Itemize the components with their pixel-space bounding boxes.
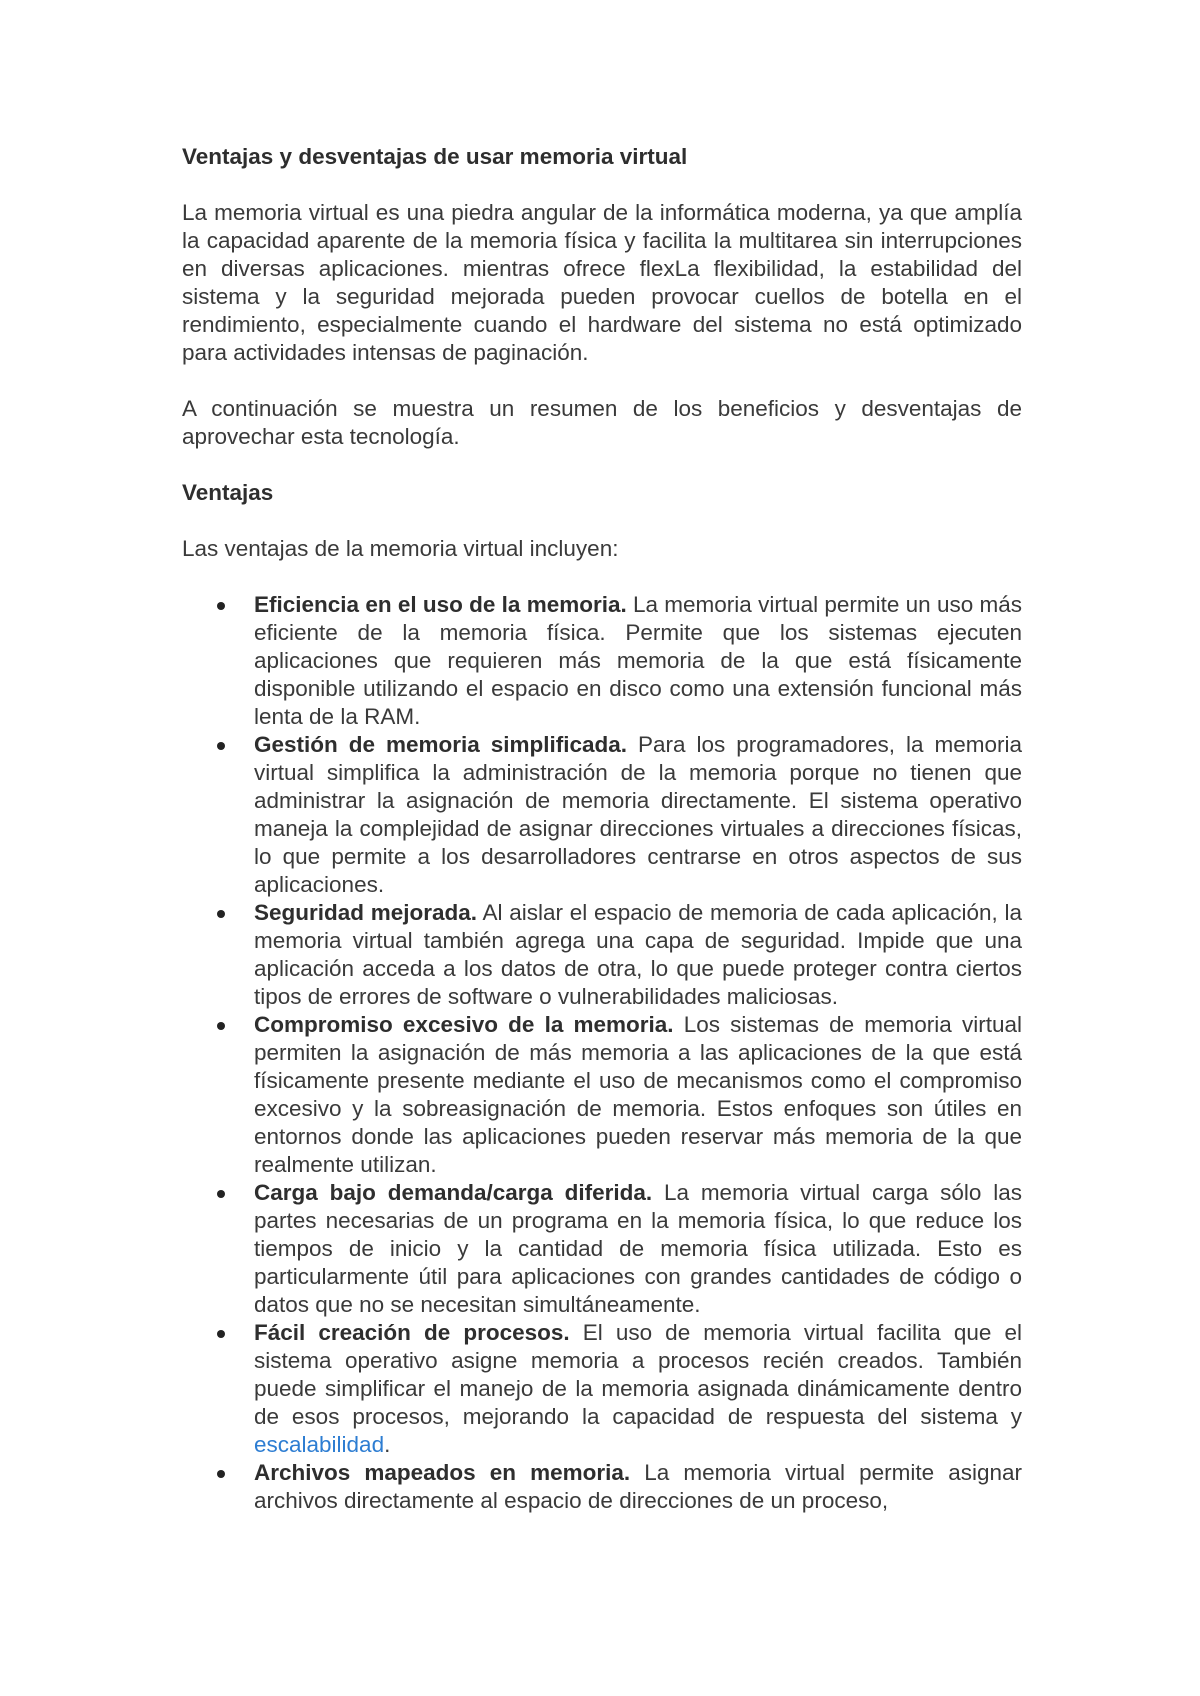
scalability-link[interactable]: escalabilidad — [254, 1432, 385, 1457]
list-item — [254, 1459, 1022, 1515]
list-item-term: Archivos mapeados en memoria. — [254, 1460, 631, 1485]
document-body — [182, 143, 1022, 1515]
list-item-text: Para los programadores, la memoria virtual simplifica la administración de la memoria porque no tienen que administrar la asignación de memoria directamente. El sistema operativo maneja la complejidad de asignar direcciones virtuales a direcciones físicas, lo que permite a los desarrolladores centrarse en otros aspectos de sus aplicaciones. — [254, 732, 1023, 897]
list-item-text: La memoria virtual carga sólo las partes necesarias de un programa en la memoria física, lo que reduce los tiempos de inicio y la cantidad de memoria física utilizada. Esto es particularmente útil para aplicaciones con grandes cantidades de código o datos que no se necesitan simultáneamente. — [254, 1180, 1023, 1317]
advantages-list — [182, 591, 1022, 1515]
document-title: Ventajas y desventajas de usar memoria virtual — [182, 144, 688, 169]
bullet-icon — [217, 1470, 225, 1478]
list-item-term: Carga bajo demanda/carga diferida. — [254, 1180, 653, 1205]
list-item-text: La memoria virtual permite un uso más eficiente de la memoria física. Permite que los sistemas ejecuten aplicaciones que requieren más memoria de la que está físicamente disponible utilizando el espacio en disco como una extensión funcional más lenta de la RAM. — [254, 592, 1022, 729]
advantages-intro: Las ventajas de la memoria virtual incluyen: — [182, 536, 619, 561]
bullet-icon — [217, 602, 225, 610]
summary-paragraph: A continuación se muestra un resumen de los beneficios y desventajas de aprovechar esta tecnología. — [182, 396, 1022, 449]
bullet-icon — [217, 1330, 225, 1338]
list-item-term: Seguridad mejorada. — [254, 900, 478, 925]
bullet-icon — [217, 1190, 225, 1198]
intro-paragraph: La memoria virtual es una piedra angular de la informática moderna, ya que amplía la capacidad aparente de la memoria física y facilita la multitarea sin interrupciones en diversas aplicaciones. mientras ofrece flexLa flexibilidad, la estabilidad del sistema y la seguridad mejorada pueden provocar cuellos de botella en el rendimiento, especialmente cuando el hardware del sistema no está optimizado para actividades intensas de paginación. — [182, 200, 1022, 365]
list-item-text: La memoria virtual permite asignar archivos directamente al espacio de direcciones de un proceso, — [254, 1460, 1022, 1513]
bullet-icon — [217, 910, 225, 918]
list-item — [254, 591, 1022, 731]
list-item-text: El uso de memoria virtual facilita que el sistema operativo asigne memoria a procesos recién creados. También puede simplificar el manejo de la memoria asignada dinámicamente dentro de esos procesos, mejorando la capacidad de respuesta del sistema y — [254, 1320, 1022, 1429]
list-item-term: Eficiencia en el uso de la memoria. — [254, 592, 627, 617]
list-item — [254, 1179, 1022, 1319]
list-item — [254, 731, 1022, 899]
list-item-text: Los sistemas de memoria virtual permiten la asignación de más memoria a las aplicaciones de la que está físicamente presente mediante el uso de mecanismos como el compromiso excesivo y la sobreasignación de memoria. Estos enfoques son útiles en entornos donde las aplicaciones pueden reservar más memoria de la que realmente utilizan. — [254, 1012, 1022, 1177]
list-item-term: Compromiso excesivo de la memoria. — [254, 1012, 674, 1037]
list-item-text: Al aislar el espacio de memoria de cada aplicación, la memoria virtual también agrega una capa de seguridad. Impide que una aplicación acceda a los datos de otra, lo que puede proteger contra ciertos tipos de errores de software o vulnerabilidades maliciosas. — [254, 900, 1023, 1009]
list-item — [254, 899, 1022, 1011]
list-item-text-end: . — [384, 1432, 391, 1457]
list-item-term: Fácil creación de procesos. — [254, 1320, 570, 1345]
list-item-term: Gestión de memoria simplificada. — [254, 732, 628, 757]
list-item — [254, 1319, 1022, 1459]
bullet-icon — [217, 1022, 225, 1030]
list-item — [254, 1011, 1022, 1179]
bullet-icon — [217, 742, 225, 750]
advantages-heading: Ventajas — [182, 480, 274, 505]
